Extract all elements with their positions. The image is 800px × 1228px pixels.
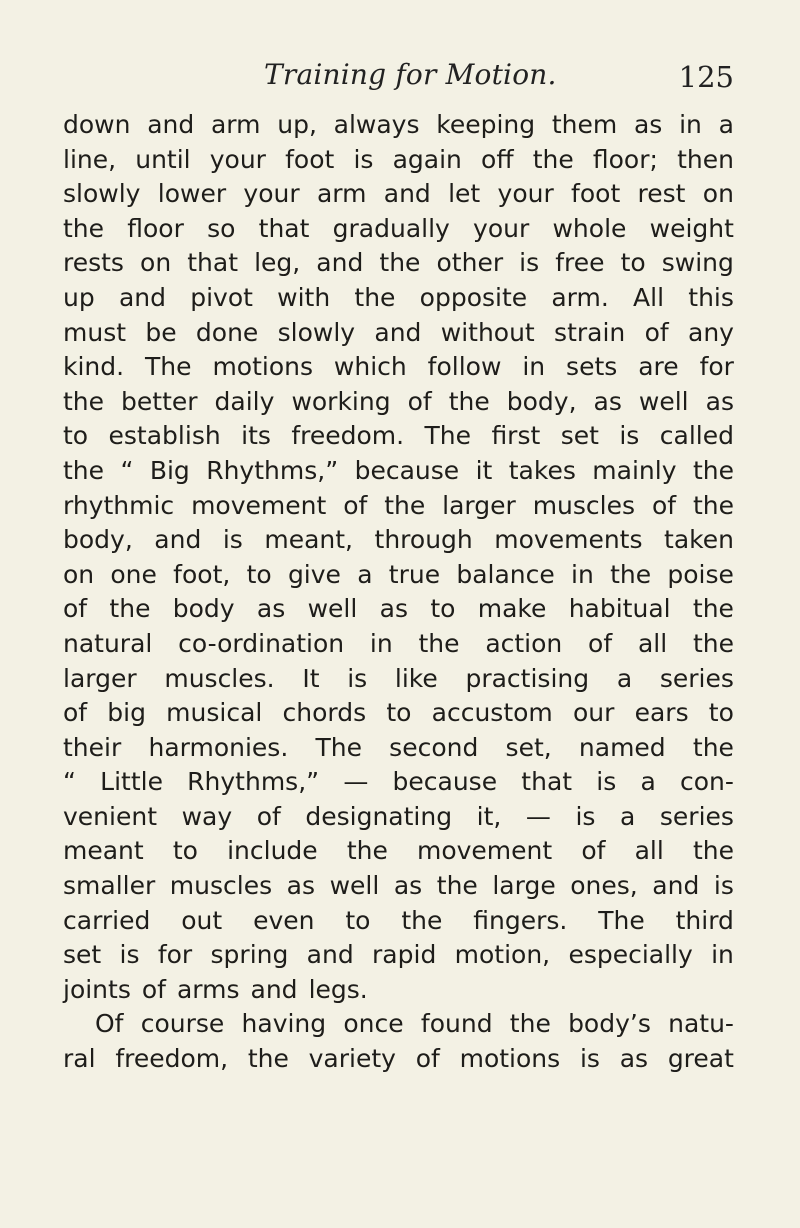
word: which xyxy=(333,352,407,382)
word: spring xyxy=(210,940,289,970)
word: designating xyxy=(305,801,453,831)
word: the xyxy=(610,559,652,589)
word: all xyxy=(637,628,668,658)
word: to xyxy=(345,905,371,935)
word: natural xyxy=(63,628,153,658)
word: ones, xyxy=(570,871,638,901)
word: for xyxy=(699,352,734,382)
word: and xyxy=(383,179,431,209)
word: down xyxy=(63,110,131,139)
word: up, xyxy=(277,110,317,139)
word: so xyxy=(207,213,236,243)
word: and xyxy=(118,282,166,312)
word: big xyxy=(107,698,146,728)
word: to xyxy=(386,698,412,728)
word: well xyxy=(329,871,380,901)
word: joints xyxy=(63,974,131,1004)
word: called xyxy=(659,421,734,451)
text-line xyxy=(63,1007,734,1042)
word: having xyxy=(241,1009,327,1039)
word: must xyxy=(63,317,127,347)
word: the xyxy=(692,836,734,866)
word: true xyxy=(388,559,441,589)
word: any xyxy=(688,317,734,347)
word: fingers. xyxy=(473,905,568,935)
word: whole xyxy=(552,213,627,243)
word: it xyxy=(475,455,493,485)
text-line xyxy=(63,212,734,247)
word: Rhythms,” xyxy=(206,455,339,485)
word: strain xyxy=(554,317,626,347)
word: is xyxy=(222,525,243,555)
word: and xyxy=(154,525,202,555)
word: is xyxy=(353,144,374,174)
word: is xyxy=(596,767,617,797)
word: motion, xyxy=(454,940,551,970)
word: body’s xyxy=(568,1009,651,1039)
word: as xyxy=(393,871,423,901)
word: poise xyxy=(667,559,734,589)
body-text xyxy=(63,108,734,1077)
word: kind. xyxy=(63,352,125,382)
word: in xyxy=(522,352,546,382)
word: a xyxy=(718,110,734,139)
word: your xyxy=(209,144,266,174)
word: — xyxy=(343,767,369,797)
word: series xyxy=(659,801,734,831)
word: legs. xyxy=(308,974,368,1004)
word: named xyxy=(578,732,666,762)
word: make xyxy=(477,594,547,624)
word: muscles xyxy=(532,490,636,520)
word: larger xyxy=(442,490,516,520)
word: Rhythms,” xyxy=(187,767,320,797)
word: it, xyxy=(476,801,502,831)
word: again xyxy=(392,144,462,174)
word: establish xyxy=(108,421,221,451)
word: Of xyxy=(95,1009,124,1039)
word: free xyxy=(555,248,605,278)
word: ears xyxy=(634,698,689,728)
word: as xyxy=(379,594,408,624)
word: — xyxy=(525,801,551,831)
word: pivot xyxy=(190,282,253,312)
word: that xyxy=(187,248,239,278)
word: weight xyxy=(649,213,734,243)
word: natu- xyxy=(668,1009,734,1039)
word: sets xyxy=(566,352,618,382)
word: chords xyxy=(282,698,367,728)
word: con- xyxy=(680,767,734,797)
word: and xyxy=(652,871,700,901)
word: rests xyxy=(63,248,124,278)
word: The xyxy=(598,905,645,935)
word: taken xyxy=(664,525,734,555)
word: co-ordination xyxy=(178,628,345,658)
word: movements xyxy=(494,525,643,555)
word: all xyxy=(634,836,664,866)
word: the xyxy=(109,594,151,624)
word: with xyxy=(277,282,331,312)
word: ral xyxy=(63,1044,96,1074)
word: for xyxy=(157,940,193,970)
text-line xyxy=(63,454,734,489)
word: be xyxy=(145,317,177,347)
word: the xyxy=(346,836,388,866)
word: floor xyxy=(127,213,184,243)
word: the xyxy=(692,455,734,485)
page-number: 125 xyxy=(678,60,734,94)
word: musical xyxy=(166,698,263,728)
text-line xyxy=(63,904,734,939)
word: The xyxy=(424,421,472,451)
word: arm xyxy=(210,110,261,139)
text-line xyxy=(63,731,734,766)
word: set, xyxy=(505,732,552,762)
word: to xyxy=(246,559,272,589)
word: “ xyxy=(63,767,76,797)
word: of xyxy=(343,490,368,520)
word: of xyxy=(588,628,613,658)
word: even xyxy=(253,905,315,935)
word: large xyxy=(492,871,556,901)
word: movement xyxy=(416,836,553,866)
word: of xyxy=(581,836,606,866)
text-line xyxy=(63,662,734,697)
word: The xyxy=(315,732,362,762)
word: keeping xyxy=(436,110,536,139)
word: set xyxy=(63,940,102,970)
word: is xyxy=(579,1044,600,1074)
word: balance xyxy=(456,559,555,589)
word: smaller xyxy=(63,871,156,901)
word: muscles xyxy=(169,871,273,901)
word: to xyxy=(430,594,456,624)
word: foot xyxy=(571,179,621,209)
word: and xyxy=(306,940,354,970)
word: of xyxy=(644,317,669,347)
word: the xyxy=(692,732,734,762)
word: and xyxy=(250,974,298,1004)
word: and xyxy=(374,317,422,347)
text-line xyxy=(63,350,734,385)
word: Little xyxy=(100,767,163,797)
word: the xyxy=(509,1009,551,1039)
word: is xyxy=(575,801,596,831)
word: to xyxy=(172,836,198,866)
word: slowly xyxy=(277,317,356,347)
text-line xyxy=(63,281,734,316)
word: of xyxy=(141,974,166,1004)
word: the xyxy=(401,905,443,935)
word: in xyxy=(711,940,734,970)
word: movement xyxy=(191,490,327,520)
word: up xyxy=(63,282,95,312)
word: to xyxy=(708,698,734,728)
word: as xyxy=(286,871,316,901)
text-line xyxy=(63,489,734,524)
word: freedom, xyxy=(115,1044,229,1074)
word: the xyxy=(418,628,460,658)
text-line xyxy=(63,246,734,281)
word: harmonies. xyxy=(148,732,289,762)
word: carried xyxy=(63,905,151,935)
word: in xyxy=(369,628,393,658)
word: better xyxy=(121,386,198,416)
word: the xyxy=(63,386,105,416)
word: your xyxy=(497,179,554,209)
word: venient xyxy=(63,801,157,831)
word: arm xyxy=(316,179,367,209)
word: floor; xyxy=(592,144,658,174)
word: through xyxy=(374,525,473,555)
word: as xyxy=(705,386,734,416)
word: arms xyxy=(176,974,240,1004)
word: once xyxy=(343,1009,404,1039)
word: the xyxy=(692,628,734,658)
word: is xyxy=(713,871,734,901)
text-line xyxy=(63,523,734,558)
text-line xyxy=(63,1042,734,1077)
word: of xyxy=(256,801,281,831)
word: that xyxy=(521,767,573,797)
word: the xyxy=(532,144,574,174)
word: line, xyxy=(63,144,117,174)
word: of xyxy=(651,490,677,520)
text-line xyxy=(63,419,734,454)
text-line xyxy=(63,973,734,1008)
text-line xyxy=(63,316,734,351)
word: found xyxy=(420,1009,493,1039)
word: slowly xyxy=(63,179,141,209)
word: follow xyxy=(427,352,502,382)
word: the xyxy=(379,248,421,278)
word: in xyxy=(571,559,594,589)
word: lower xyxy=(157,179,227,209)
word: habitual xyxy=(568,594,671,624)
word: leg, xyxy=(254,248,301,278)
word: of xyxy=(407,386,432,416)
word: mainly xyxy=(592,455,677,485)
word: until xyxy=(135,144,191,174)
word: the xyxy=(436,871,478,901)
word: are xyxy=(638,352,679,382)
word: is xyxy=(619,421,640,451)
word: as xyxy=(619,1044,649,1074)
word: working xyxy=(291,386,391,416)
word: foot xyxy=(285,144,335,174)
word: on xyxy=(702,179,734,209)
word: is xyxy=(347,663,368,693)
word: rhythmic xyxy=(63,490,175,520)
text-line xyxy=(63,938,734,973)
text-line xyxy=(63,869,734,904)
word: the xyxy=(63,213,105,243)
word: them xyxy=(551,110,618,139)
word: swing xyxy=(661,248,734,278)
word: meant xyxy=(63,836,144,866)
word: and xyxy=(147,110,195,139)
word: done xyxy=(195,317,259,347)
word: foot, xyxy=(173,559,231,589)
word: as xyxy=(593,386,622,416)
word: as xyxy=(633,110,663,139)
word: third xyxy=(675,905,734,935)
word: motions xyxy=(212,352,313,382)
word: a xyxy=(640,767,656,797)
text-line xyxy=(63,765,734,800)
word: set xyxy=(560,421,599,451)
word: always xyxy=(333,110,420,139)
word: freedom. xyxy=(291,421,405,451)
text-line xyxy=(63,385,734,420)
word: as xyxy=(256,594,286,624)
word: All xyxy=(633,282,665,312)
word: opposite xyxy=(419,282,528,312)
word: of xyxy=(63,594,88,624)
word: body, xyxy=(506,386,577,416)
word: the xyxy=(692,594,734,624)
text-line xyxy=(63,800,734,835)
word: takes xyxy=(508,455,576,485)
text-line xyxy=(63,108,734,143)
word: daily xyxy=(214,386,275,416)
word: muscles. xyxy=(164,663,275,693)
word: rapid xyxy=(372,940,437,970)
word: variety xyxy=(308,1044,396,1074)
word: accustom xyxy=(431,698,553,728)
text-line xyxy=(63,696,734,731)
word: a xyxy=(620,801,636,831)
word: larger xyxy=(63,663,137,693)
word: is xyxy=(519,248,540,278)
word: their xyxy=(63,732,122,762)
word: other xyxy=(436,248,504,278)
text-line xyxy=(63,627,734,662)
word: our xyxy=(572,698,615,728)
word: a xyxy=(357,559,373,589)
word: action xyxy=(485,628,563,658)
word: your xyxy=(243,179,300,209)
word: your xyxy=(473,213,530,243)
word: way xyxy=(181,801,233,831)
word: its xyxy=(241,421,271,451)
word: and xyxy=(316,248,364,278)
word: gradually xyxy=(332,213,450,243)
word: motions xyxy=(459,1044,561,1074)
word: because xyxy=(354,455,460,485)
word: the xyxy=(63,455,105,485)
word: especially xyxy=(568,940,693,970)
word: include xyxy=(227,836,318,866)
word: the xyxy=(692,490,734,520)
word: then xyxy=(677,144,734,174)
text-line xyxy=(63,834,734,869)
text-line xyxy=(63,177,734,212)
running-title: Training for Motion. xyxy=(264,58,557,91)
word: off xyxy=(481,144,514,174)
word: practising xyxy=(465,663,590,693)
word: series xyxy=(659,663,734,693)
text-line xyxy=(63,592,734,627)
word: of xyxy=(415,1044,440,1074)
word: is xyxy=(119,940,140,970)
word: in xyxy=(679,110,702,139)
word: give xyxy=(287,559,341,589)
word: of xyxy=(63,698,88,728)
word: “ xyxy=(120,455,134,485)
word: It xyxy=(302,663,320,693)
word: this xyxy=(688,282,734,312)
word: on xyxy=(140,248,172,278)
word: the xyxy=(354,282,396,312)
word: course xyxy=(140,1009,225,1039)
word: to xyxy=(63,421,89,451)
word: The xyxy=(145,352,192,382)
word: Big xyxy=(149,455,190,485)
word: arm. xyxy=(551,282,609,312)
word: second xyxy=(389,732,479,762)
word: the xyxy=(384,490,426,520)
page-header xyxy=(264,58,734,98)
word: one xyxy=(110,559,157,589)
word: the xyxy=(448,386,490,416)
word: because xyxy=(392,767,498,797)
word: meant, xyxy=(264,525,354,555)
word: out xyxy=(181,905,223,935)
word: the xyxy=(247,1044,289,1074)
text-line xyxy=(63,143,734,178)
word: that xyxy=(258,213,310,243)
word: to xyxy=(620,248,646,278)
word: on xyxy=(63,559,95,589)
word: body, xyxy=(63,525,133,555)
word: rest xyxy=(637,179,686,209)
word: without xyxy=(440,317,535,347)
text-line xyxy=(63,558,734,593)
word: a xyxy=(616,663,633,693)
word: great xyxy=(667,1044,734,1074)
word: let xyxy=(448,179,481,209)
word: well xyxy=(638,386,689,416)
word: well xyxy=(307,594,358,624)
word: first xyxy=(491,421,541,451)
word: body xyxy=(172,594,235,624)
word: like xyxy=(394,663,438,693)
